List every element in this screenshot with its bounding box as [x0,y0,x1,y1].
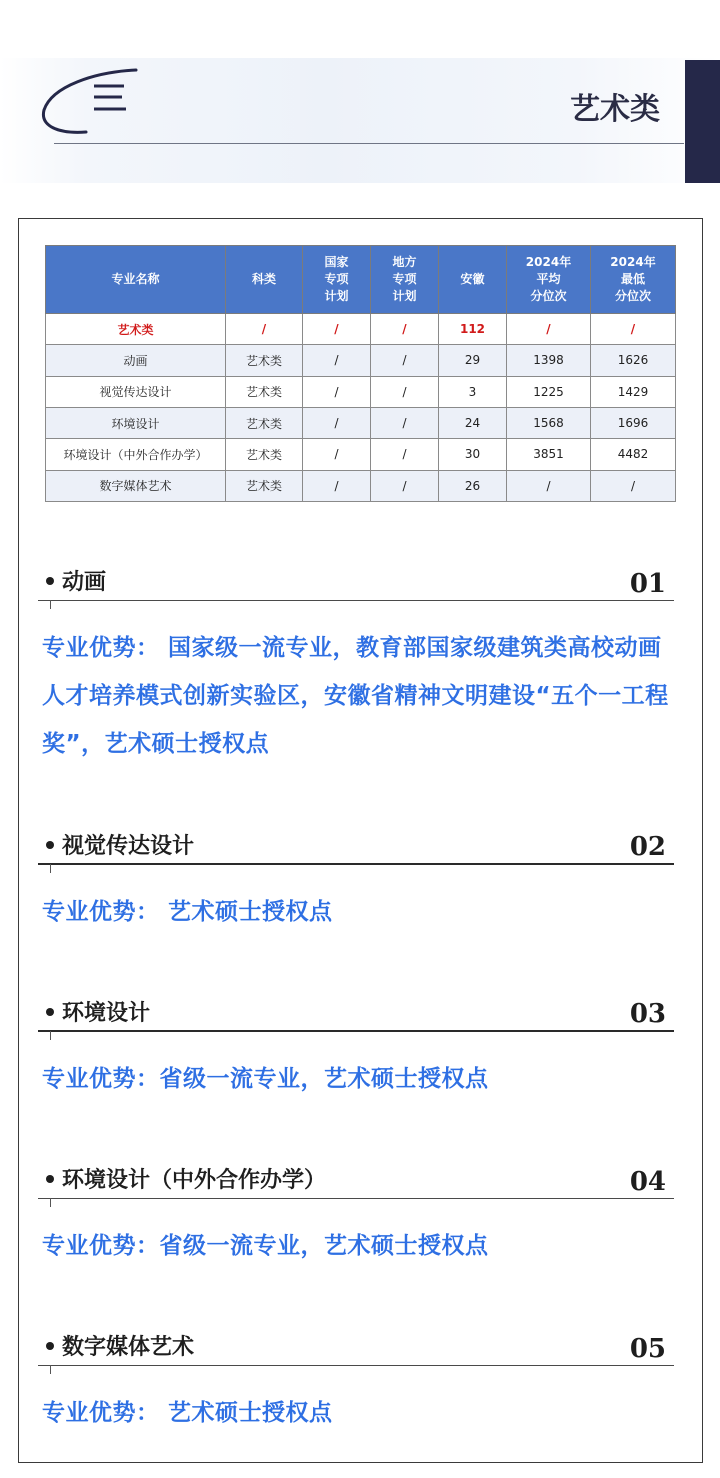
table-cell: 1398 [507,345,591,376]
table-cell: 4482 [591,439,676,470]
bullet-dot-icon [46,841,54,849]
major-heading [46,829,194,860]
table-cell: / [507,314,591,345]
table-cell: / [226,314,303,345]
bullet-dot-icon [46,577,54,585]
table-cell: / [303,407,371,438]
divider-tick [50,1198,51,1207]
major-name: 环境设计 [62,1001,151,1026]
table-cell: 112 [439,314,507,345]
major-divider [38,1365,674,1366]
table-cell: 30 [439,439,507,470]
table-cell: 艺术类 [226,345,303,376]
table-header-cell: 科类 [226,246,303,314]
major-name: 数字媒体艺术 [62,1335,195,1360]
table-header-cell: 安徽 [439,246,507,314]
divider-tick [50,1031,51,1040]
table-header-cell: 专业名称 [46,246,226,314]
major-number: 04 [629,1167,666,1197]
table-cell: / [303,314,371,345]
table-cell: / [303,470,371,501]
major-name: 环境设计（中外合作办学） [62,1168,327,1193]
table-cell: 29 [439,345,507,376]
major-advantage-text: 专业优势：省级一流专业，艺术硕士授权点 [42,1066,489,1092]
major-advantage-text: 专业优势： 艺术硕士授权点 [42,1400,333,1426]
table-cell: 环境设计（中外合作办学） [46,439,226,470]
table-cell: 1696 [591,407,676,438]
bullet-dot-icon [46,1175,54,1183]
major-advantage-text: 专业优势：省级一流专业，艺术硕士授权点 [42,1233,489,1259]
divider-tick [50,1365,51,1374]
divider-tick [50,864,51,873]
table-cell: 1429 [591,376,676,407]
table-cell: 艺术类 [226,470,303,501]
table-cell: 1568 [507,407,591,438]
table-cell: / [371,345,439,376]
table-cell: / [371,470,439,501]
table-header-cell: 地方 专项 计划 [371,246,439,314]
table-cell: / [303,376,371,407]
divider-tick [50,600,51,609]
bullet-dot-icon [46,1008,54,1016]
table-cell: 环境设计 [46,407,226,438]
table-row [46,407,676,438]
major-name: 视觉传达设计 [62,834,195,859]
table-cell: 1626 [591,345,676,376]
table-cell: / [303,439,371,470]
major-divider [38,1198,674,1199]
bullet-dot-icon [46,1342,54,1350]
table-cell: 视觉传达设计 [46,376,226,407]
table-row [46,345,676,376]
major-divider [38,1030,674,1032]
table-row [46,376,676,407]
table-cell: / [371,314,439,345]
table-cell: 24 [439,407,507,438]
table-cell: 艺术类 [226,376,303,407]
major-heading [46,996,150,1027]
major-number: 02 [629,832,666,862]
major-heading [46,1330,194,1361]
header-accent-bar [685,60,720,183]
table-cell: 艺术类 [226,439,303,470]
major-divider [38,600,674,601]
section-title: 艺术类 [570,92,660,127]
table-header-cell: 国家 专项 计划 [303,246,371,314]
table-cell: / [371,407,439,438]
table-header-cell: 2024年 平均 分位次 [507,246,591,314]
table-cell: 艺术类 [226,407,303,438]
table-cell: / [507,470,591,501]
table-cell: 3 [439,376,507,407]
table-cell: / [303,345,371,376]
major-divider [38,863,674,865]
table-cell: / [591,314,676,345]
major-advantage-text: 专业优势： 艺术硕士授权点 [42,899,333,925]
table-cell: 1225 [507,376,591,407]
table-header-row [46,246,676,314]
major-heading [46,565,106,596]
header-divider [54,143,684,144]
table-row [46,439,676,470]
major-number: 01 [629,569,666,599]
table-cell: 动画 [46,345,226,376]
major-heading [46,1163,326,1194]
major-advantage-text: 专业优势： 国家级一流专业，教育部国家级建筑类高校动画人才培养模式创新实验区，安徽省精神文明建设“五个一工程奖”，艺术硕士授权点 [42,635,669,757]
hamburger-menu-icon[interactable] [40,66,140,138]
table-header-cell: 2024年 最低 分位次 [591,246,676,314]
major-number: 03 [629,999,666,1029]
table-cell: 艺术类 [46,314,226,345]
table-cell: 数字媒体艺术 [46,470,226,501]
table-row [46,470,676,501]
major-number: 05 [629,1334,666,1364]
table-cell: 3851 [507,439,591,470]
table-cell: 26 [439,470,507,501]
major-name: 动画 [62,570,107,595]
table-cell: / [371,376,439,407]
table-summary-row [46,314,676,345]
admission-table [45,245,676,502]
table-cell: / [591,470,676,501]
table-cell: / [371,439,439,470]
